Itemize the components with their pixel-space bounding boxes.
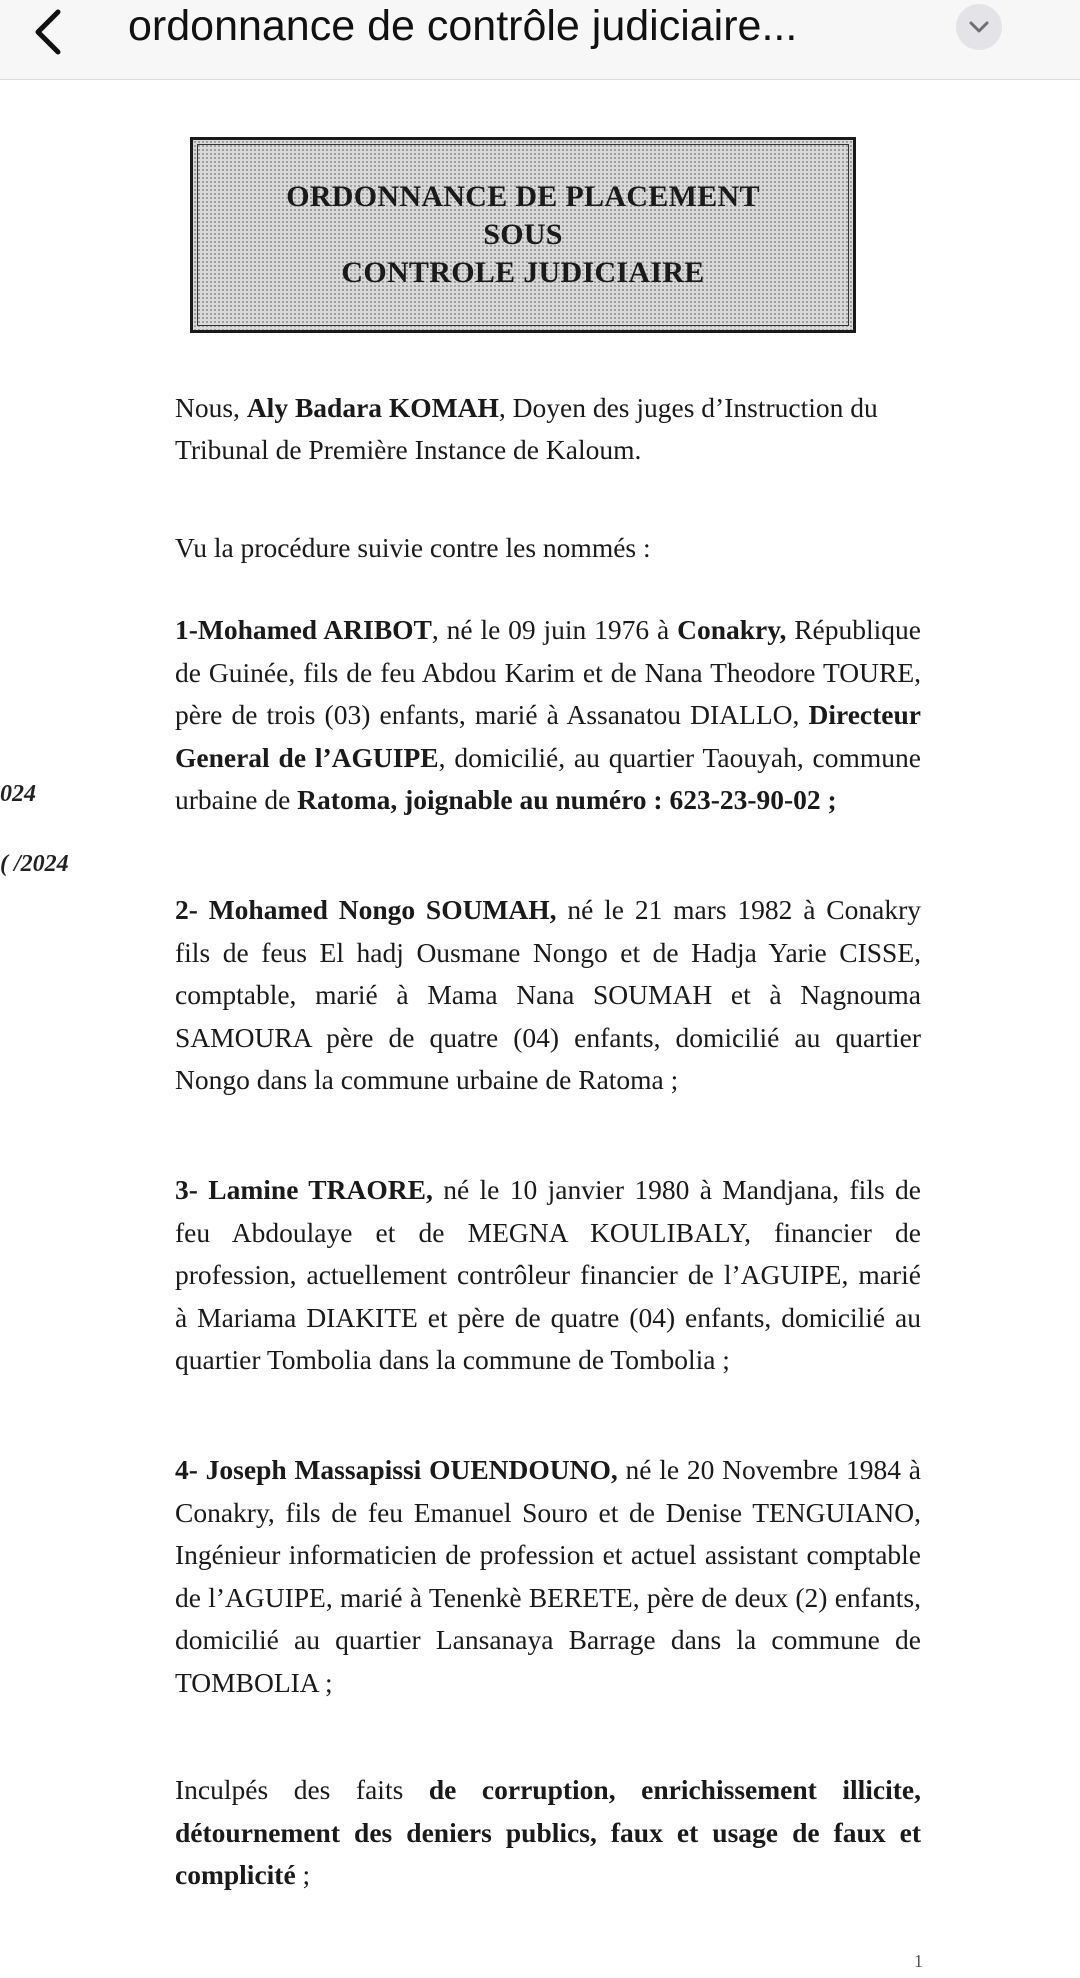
- top-bar: [0, 0, 1080, 80]
- charges-paragraph: Inculpés des faits de corruption, enrichissement illicite, détournement des deniers publics, faux et usage de faux et complicité ;: [175, 1774, 921, 1890]
- procedure-line: Vu la procédure suivie contre les nommés :: [175, 532, 651, 563]
- person-4-paragraph: 4- Joseph Massapissi OUENDOUNO, né le 20 Novembre 1984 à Conakry, fils de feu Emanuel Souro et de Denise TENGUIANO, Ingénieur informaticien de profession et actuel assistant comptable de l’AGUIPE, marié à Tenenkè BERETE, père de deux (2) enfants, domicilié au quartier Lansanaya Barrage dans la commune de TOMBOLIA ;: [175, 1454, 921, 1698]
- document-page[interactable]: [0, 81, 1080, 1978]
- title-menu-button[interactable]: [956, 4, 1002, 50]
- heading-line-2: CONTROLE JUDICIAIRE: [341, 256, 705, 289]
- page-number: 1: [914, 1951, 923, 1971]
- document-heading-box: [190, 137, 856, 333]
- document-heading: [243, 178, 803, 292]
- person-1-paragraph: 1-Mohamed ARIBOT, né le 09 juin 1976 à Conakry, République de Guinée, fils de feu Abdou Karim et de Nana Theodore TOURE, père de trois (03) enfants, marié à Assanatou DIALLO, Directeur General de l’AGUIPE, domicilié, au quartier Taouyah, commune urbaine de Ratoma, joignable au numéro : 623-23-90-02 ;: [175, 614, 921, 815]
- person-3-paragraph: 3- Lamine TRAORE, né le 10 janvier 1980 à Mandjana, fils de feu Abdoulaye et de MEGNA KOULIBALY, financier de profession, actuellement contrôleur financier de l’AGUIPE, marié à Mariama DIAKITE et père de quatre (04) enfants, domicilié au quartier Tombolia dans la commune de Tombolia ;: [175, 1174, 921, 1375]
- intro-paragraph: Nous, Aly Badara KOMAH, Doyen des juges d’Instruction du Tribunal de Première Instance de Kaloum.: [175, 392, 878, 465]
- margin-mark-1: 024: [0, 781, 36, 807]
- chevron-down-icon: [968, 20, 990, 34]
- chevron-left-icon[interactable]: [28, 6, 68, 58]
- heading-line-1: ORDONNANCE DE PLACEMENT SOUS: [286, 180, 760, 251]
- margin-mark-2: ( /2024: [0, 851, 69, 877]
- document-title: ordonnance de contrôle judiciaire...: [128, 2, 798, 50]
- judge-name: Aly Badara KOMAH: [246, 392, 499, 423]
- person-2-paragraph: 2- Mohamed Nongo SOUMAH, né le 21 mars 1982 à Conakry fils de feus El hadj Ousmane Nongo et de Hadja Yarie CISSE, comptable, marié à Mama Nana SOUMAH et à Nagnouma SAMOURA père de quatre (04) enfants, domicilié au quartier Nongo dans la commune urbaine de Ratoma ;: [175, 894, 921, 1095]
